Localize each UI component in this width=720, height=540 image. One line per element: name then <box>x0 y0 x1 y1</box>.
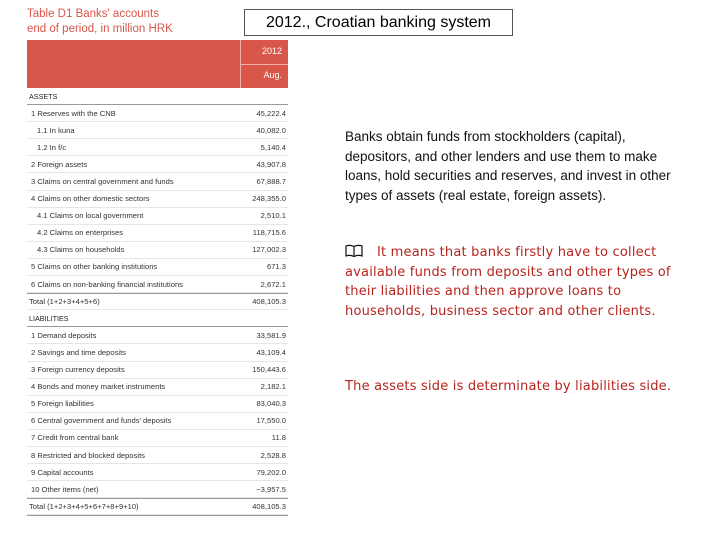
table-row <box>27 105 288 122</box>
paragraph-liabilities-first <box>345 243 685 321</box>
banks-accounts-table <box>27 40 288 516</box>
table-row <box>27 379 288 396</box>
row-label: 4.3 Claims on households <box>37 245 125 255</box>
row-label: 4 Bonds and money market instruments <box>31 382 166 392</box>
row-value: 408,105.3 <box>252 297 286 307</box>
table-row <box>27 396 288 413</box>
table-row <box>27 481 288 498</box>
row-label: 10 Other items (net) <box>31 484 99 494</box>
table-row <box>27 173 288 190</box>
row-value: 43,907.8 <box>256 159 286 169</box>
row-value: 45,222.4 <box>256 108 286 118</box>
row-label: Total (1+2+3+4+5+6) <box>29 297 100 307</box>
paragraph-funding-sources: Banks obtain funds from stockholders (capital), depositors, and other lenders and use them to make loans, hold securities and reserves, and invest in other types of assets (real estate, foreign assets). <box>345 129 671 203</box>
row-label: 5 Foreign liabilities <box>31 399 94 409</box>
header-divider-horizontal <box>240 64 288 65</box>
row-value: 11.8 <box>271 433 286 443</box>
row-label: 4 Claims on other domestic sectors <box>31 194 150 204</box>
row-value: 5,140.4 <box>260 142 286 152</box>
table-row <box>27 464 288 481</box>
row-value: 40,082.0 <box>256 125 286 135</box>
row-value: 43,109.4 <box>256 347 286 357</box>
table-header <box>27 40 288 88</box>
table-row <box>27 208 288 225</box>
table-caption-line1: Table D1 Banks' accounts <box>27 8 159 20</box>
row-label: 9 Capital accounts <box>31 467 94 477</box>
header-month: Aug. <box>263 70 282 80</box>
row-label: ASSETS <box>29 91 58 101</box>
table-row <box>27 122 288 139</box>
table-row <box>27 344 288 361</box>
row-label: 7 Credit from central bank <box>31 433 119 443</box>
row-label: 3 Foreign currency deposits <box>31 365 125 375</box>
row-label: 6 Claims on non-banking financial institutions <box>31 279 183 289</box>
row-label: 6 Central government and funds' deposits <box>31 416 172 426</box>
row-label: 1 Reserves with the CNB <box>31 108 116 118</box>
row-label: 5 Claims on other banking institutions <box>31 262 158 272</box>
row-value: 2,510.1 <box>260 211 286 221</box>
table-body <box>27 88 288 515</box>
row-label: 4.2 Claims on enterprises <box>37 228 124 238</box>
row-value: 408,105.3 <box>252 502 286 512</box>
row-value: 2,182.1 <box>260 382 286 392</box>
paragraph-assets-determined: The assets side is determinate by liabilities side. <box>345 379 672 394</box>
header-year: 2012 <box>261 46 282 56</box>
table-total-row <box>27 293 288 310</box>
row-label: 1 Demand deposits <box>31 330 97 340</box>
table-caption-line2: end of period, in million HRK <box>27 23 173 35</box>
table-section-header <box>27 310 288 327</box>
table-total-row <box>27 498 288 515</box>
row-label: 2 Savings and time deposits <box>31 347 126 357</box>
row-value: 118,715.6 <box>252 228 286 238</box>
table-row <box>27 156 288 173</box>
row-label: 8 Restricted and blocked deposits <box>31 450 145 460</box>
row-value: 33,581.9 <box>256 330 286 340</box>
row-value: 17,550.0 <box>256 416 286 426</box>
table-row <box>27 139 288 156</box>
table-caption <box>27 7 173 37</box>
table-row <box>27 242 288 259</box>
row-value: 248,355.0 <box>252 194 286 204</box>
table-row <box>27 259 288 276</box>
table-row <box>27 413 288 430</box>
open-book-icon <box>345 244 363 258</box>
table-row <box>27 430 288 447</box>
row-label: 4.1 Claims on local government <box>37 211 144 221</box>
table-row <box>27 276 288 293</box>
slide-title: 2012., Croatian banking system <box>244 9 513 36</box>
row-label: Total (1+2+3+4+5+6+7+8+9+10) <box>29 502 139 512</box>
row-value: 150,443.6 <box>252 365 286 375</box>
table-section-header <box>27 88 288 105</box>
row-label: 1.2 In f/c <box>37 142 67 152</box>
row-value: 67,888.7 <box>256 177 286 187</box>
table-row <box>27 362 288 379</box>
table-bottom-rule <box>27 515 288 516</box>
row-value: 127,002.3 <box>252 245 286 255</box>
row-value: 2,672.1 <box>260 279 286 289</box>
paragraph-liabilities-first-text: It means that banks firstly have to collect available funds from deposits and other types of their liabilities and then approve loans to households, business sector and other clients. <box>345 245 671 319</box>
row-value: 83,040.3 <box>256 399 286 409</box>
row-value: 671.3 <box>266 262 286 272</box>
table-row <box>27 225 288 242</box>
row-value: 2,528.8 <box>260 450 286 460</box>
table-row <box>27 191 288 208</box>
table-row <box>27 327 288 344</box>
row-label: 2 Foreign assets <box>31 159 88 169</box>
row-label: 3 Claims on central government and funds <box>31 177 174 187</box>
row-value: −3,957.5 <box>256 484 286 494</box>
row-label: 1.1 In kuna <box>37 125 75 135</box>
row-label: LIABILITIES <box>29 313 69 323</box>
row-value: 79,202.0 <box>256 467 286 477</box>
table-row <box>27 447 288 464</box>
